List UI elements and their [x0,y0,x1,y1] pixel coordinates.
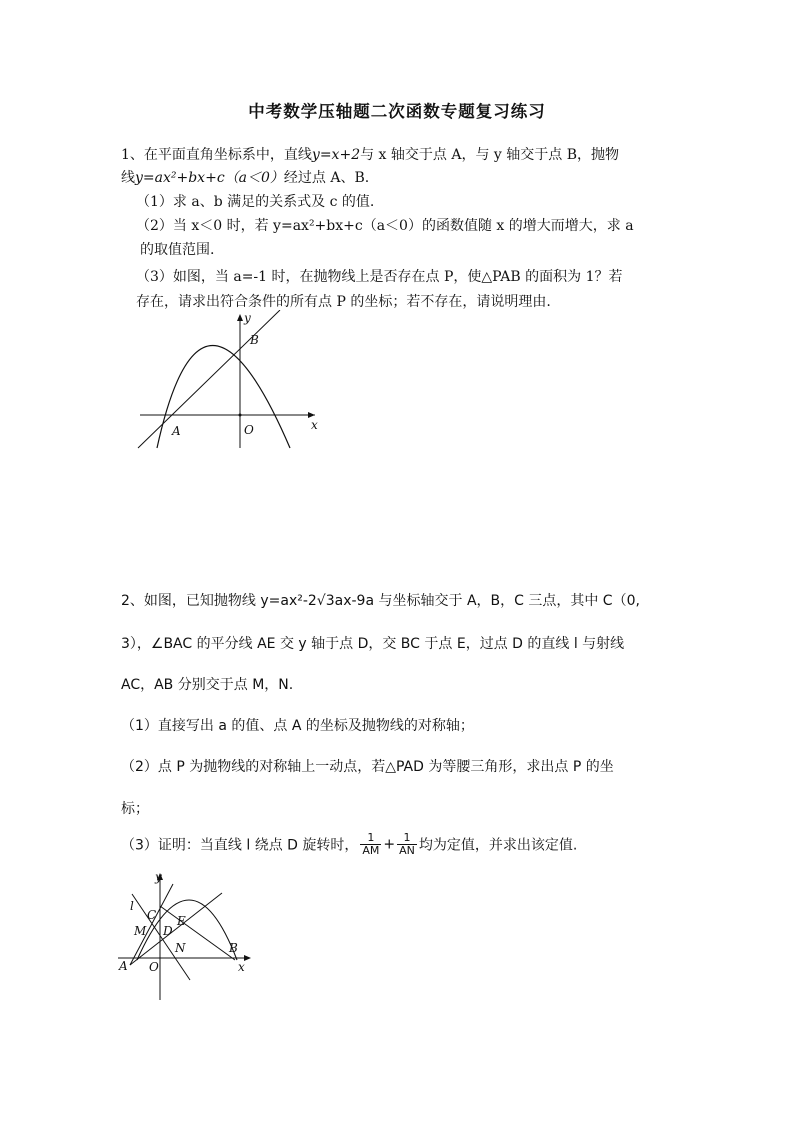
q1-line1-text-a: 1、在平面直角坐标系中，直线 [121,147,312,163]
q2-part3-text-a: （3）证明：当直线 l 绕点 D 旋转时， [121,837,359,854]
q1-label-x: x [311,418,318,432]
q2-part3-text-b: 均为定值，并求出该定值. [418,837,578,854]
q2-line1: 2、如图，已知抛物线 y=ax²-2√3ax-9a 与坐标轴交于 A，B，C 三点，其中 C（0, [121,593,640,609]
q1-part2-line2: 的取值范围. [140,242,215,258]
q1-part3-line1: （3）如图，当 a=-1 时，在抛物线上是否存在点 P，使△PAB 的面积为 1？若 [136,269,623,285]
q1-line1 [121,143,619,167]
q1-label-a: A [172,424,181,438]
q1-line1-text-b: 与 x 轴交于点 A，与 y 轴交于点 B，抛物 [360,147,620,163]
q2-part1: （1）直接写出 a 的值、点 A 的坐标及抛物线的对称轴； [121,718,474,734]
q1-part2-line1: （2）当 x＜0 时，若 y=ax²+bx+c（a＜0）的函数值随 x 的增大而增大，求 a [136,218,634,234]
fraction-2-denominator: AN [399,844,415,857]
q2-x-arrow [244,955,251,961]
q1-origin-point [239,414,242,417]
q2-line3: AC，AB 分别交于点 M，N. [121,677,294,693]
q2-line2: 3），∠BAC 的平分线 AE 交 y 轴于点 D，交 BC 于点 E，过点 D 的直线 l 与射线 [121,636,625,652]
q2-label-o: O [149,960,159,974]
q2-part2-line1: （2）点 P 为抛物线的对称轴上一动点，若△PAD 为等腰三角形，求出点 P 的坐 [121,759,614,775]
q1-label-b: B [250,333,259,347]
q2-label-n: N [175,941,186,955]
fraction-1-numerator: 1 [360,832,381,845]
q1-line-ab [138,310,280,448]
q2-label-e: E [177,914,186,928]
q1-line2 [121,166,369,190]
q2-label-d: D [163,924,173,938]
q2-label-b: B [229,941,238,955]
q2-label-l: l [130,899,134,913]
q1-line2-text-b: 经过点 A、B. [283,170,370,186]
q1-parabola-figure [130,310,330,455]
q1-part1: （1）求 a、b 满足的关系式及 c 的值. [136,194,375,210]
q2-geometry-figure [110,868,260,1003]
q1-part3-line2: 存在，请求出符合条件的所有点 P 的坐标；若不存在，请说明理由. [136,294,551,310]
q2-label-c: C [147,908,157,922]
q1-line1-expr: y=x+2 [311,147,361,163]
fraction-1-denominator: AM [362,844,380,857]
fraction-1-over-am [360,832,381,857]
q2-part2-line2: 标； [121,801,149,817]
q2-label-a: A [119,959,128,973]
q2-part3 [121,832,577,857]
q1-line2-expr: y=ax²+bx+c（a＜0） [135,170,284,186]
q1-line2-text-a: 线 [121,170,135,186]
q2-label-m: M [134,924,147,938]
fraction-2-numerator: 1 [397,832,417,845]
fraction-1-over-an [397,832,417,857]
page-title: 中考数学压轴题二次函数专题复习练习 [248,102,546,121]
plus-sign: + [383,836,396,853]
q1-label-y: y [244,311,251,325]
q1-label-o: O [244,423,254,437]
q2-label-x: x [238,960,245,974]
q2-label-y: y [155,870,162,884]
q1-y-arrow [237,314,243,321]
